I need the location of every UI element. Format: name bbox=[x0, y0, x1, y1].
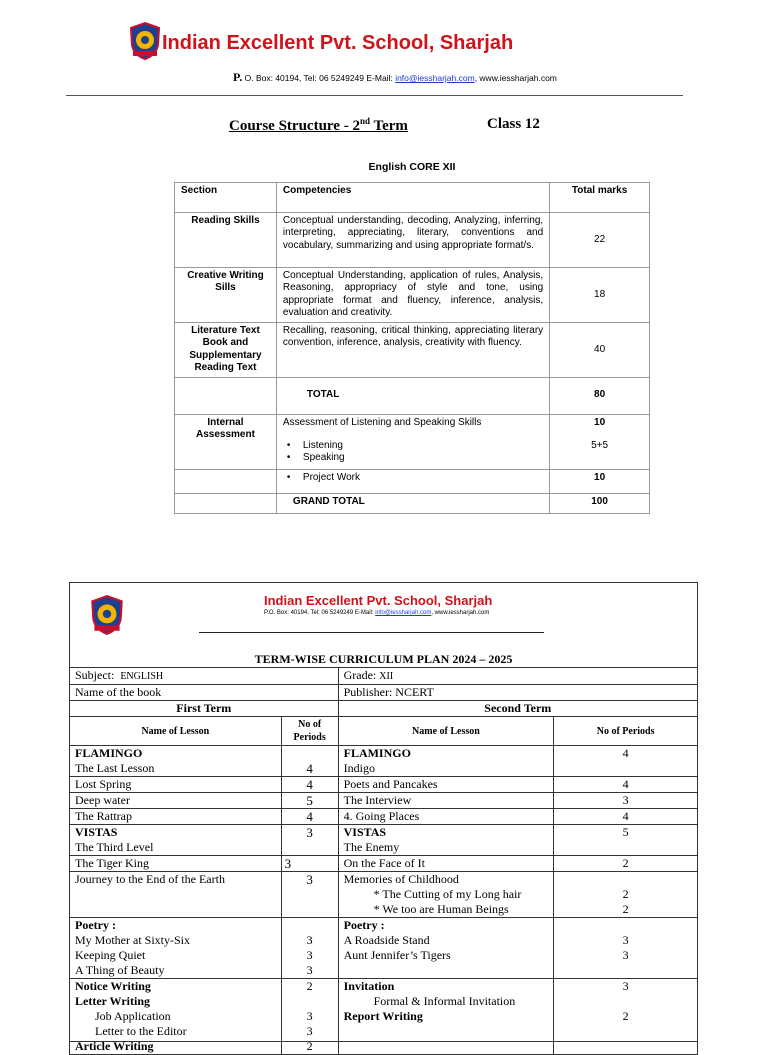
lesson-header: Name of Lesson bbox=[70, 717, 282, 746]
project-value: 10 bbox=[550, 469, 650, 493]
marks-table-title: English CORE XII bbox=[368, 161, 456, 173]
total-label: TOTAL bbox=[276, 377, 549, 414]
lesson-cell: Poets and Pancakes bbox=[338, 777, 554, 793]
lesson-cell: Poetry : A Roadside Stand Aunt Jennifer’s Tigers bbox=[338, 918, 554, 979]
email-link[interactable]: info@iessharjah.com bbox=[395, 73, 475, 83]
periods-cell: 4 bbox=[281, 777, 338, 793]
lesson-cell: Memories of Childhood * The Cutting of my Long hair * We too are Human Beings bbox=[338, 872, 554, 918]
book-label: Name of the book bbox=[70, 685, 339, 701]
plan-divider bbox=[199, 632, 544, 633]
periods-cell: 2 3 3 2 bbox=[281, 979, 338, 1055]
periods-cell: 3 bbox=[554, 793, 698, 809]
competencies-cell: Conceptual understanding, decoding, Analyzing, inferring, interpreting, appreciating, literary, conventions and vocabulary, summarizing and using appropriate format/s. bbox=[276, 213, 549, 268]
periods-cell: 4 bbox=[554, 746, 698, 777]
lesson-cell: Poetry : My Mother at Sixty-Six Keeping Quiet A Thing of Beauty bbox=[70, 918, 282, 979]
table-row bbox=[70, 979, 698, 1055]
periods-cell: 4 bbox=[554, 809, 698, 825]
table-row bbox=[70, 825, 698, 856]
plan-email-link[interactable]: info@iessharjah.com bbox=[375, 610, 432, 616]
section-cell: Creative Writing Sills bbox=[175, 268, 277, 323]
class-label: Class 12 bbox=[487, 116, 540, 132]
grand-total-value: 100 bbox=[550, 493, 650, 513]
subject-cell: Subject: ENGLISH bbox=[70, 668, 339, 685]
table-row bbox=[70, 777, 698, 793]
lesson-cell: 4. Going Places bbox=[338, 809, 554, 825]
periods-cell: 3 bbox=[281, 872, 338, 918]
plan-contact-line: P.O. Box: 40194, Tel: 06 5249249 E-Mail: info@iessharjah.com, www.iessharjah.com bbox=[264, 610, 490, 616]
course-structure-title: Course Structure - 2nd Term bbox=[229, 116, 408, 134]
project-item: • Project Work bbox=[283, 472, 543, 484]
ls-value: 5+5 bbox=[591, 440, 609, 452]
table-row bbox=[70, 809, 698, 825]
speaking-item: • Speaking bbox=[283, 452, 543, 464]
col-section: Section bbox=[175, 183, 277, 213]
internal-values bbox=[550, 414, 650, 469]
project-row bbox=[175, 469, 650, 493]
total-value: 80 bbox=[550, 377, 650, 414]
internal-desc-cell bbox=[276, 414, 549, 469]
periods-cell: 4 bbox=[281, 746, 338, 777]
table-row bbox=[175, 213, 650, 268]
internal-row bbox=[175, 414, 650, 469]
periods-cell: 5 bbox=[281, 793, 338, 809]
lesson-cell: FLAMINGO Indigo bbox=[338, 746, 554, 777]
periods-header-second: No of Periods bbox=[554, 717, 698, 746]
lesson-cell: Journey to the End of the Earth bbox=[70, 872, 282, 918]
grand-total-label: GRAND TOTAL bbox=[276, 493, 549, 513]
lesson-cell: VISTAS The Third Level bbox=[70, 825, 282, 856]
po-prefix: P. bbox=[233, 70, 243, 84]
competencies-cell: Recalling, reasoning, critical thinking, appreciating literary convention, inference, analysis, creativity with fluency. bbox=[276, 323, 549, 378]
lesson-cell: FLAMINGO The Last Lesson bbox=[70, 746, 282, 777]
lesson-cell: VISTAS The Enemy bbox=[338, 825, 554, 856]
marks-cell: 18 bbox=[550, 268, 650, 323]
plan-school-name: Indian Excellent Pvt. School, Sharjah bbox=[264, 593, 493, 608]
website-text: , www.iessharjah.com bbox=[474, 73, 557, 83]
total-row bbox=[175, 377, 650, 414]
marks-table bbox=[174, 182, 650, 514]
lesson-cell: On the Face of It bbox=[338, 856, 554, 872]
competencies-cell: Conceptual Understanding, application of rules, Analysis, Reasoning, appropriacy of style and tone, using appropriate format and fluency, inference, analysis, evaluation and creativity. bbox=[276, 268, 549, 323]
table-header-row bbox=[175, 183, 650, 213]
periods-cell: 3 2 bbox=[554, 979, 698, 1055]
periods-cell: 2 bbox=[554, 856, 698, 872]
subject-row bbox=[70, 668, 698, 685]
periods-cell: 4 bbox=[554, 777, 698, 793]
marks-cell: 40 bbox=[550, 323, 650, 378]
plan-title-row bbox=[70, 652, 698, 668]
periods-header: No of Periods bbox=[281, 717, 338, 746]
internal-value: 10 bbox=[594, 416, 606, 428]
contact-line bbox=[233, 70, 557, 85]
table-row bbox=[70, 793, 698, 809]
lesson-cell: Invitation Formal & Informal Invitation Report Writing bbox=[338, 979, 554, 1055]
contact-text: O. Box: 40194, Tel: 06 5249249 E-Mail: bbox=[244, 73, 396, 83]
periods-cell: 5 bbox=[554, 825, 698, 856]
periods-cell: 3 3 bbox=[554, 918, 698, 979]
col-competencies: Competencies bbox=[276, 183, 549, 213]
book-row bbox=[70, 685, 698, 701]
internal-desc: Assessment of Listening and Speaking Skills bbox=[282, 416, 482, 428]
school-name: Indian Excellent Pvt. School, Sharjah bbox=[162, 32, 514, 54]
publisher-cell: Publisher: NCERT bbox=[338, 685, 697, 701]
table-row bbox=[70, 856, 698, 872]
lesson-cell: The Rattrap bbox=[70, 809, 282, 825]
table-row bbox=[70, 872, 698, 918]
grade-cell: Grade: XII bbox=[338, 668, 697, 685]
plan-title: TERM-WISE CURRICULUM PLAN 2024 – 2025 bbox=[70, 652, 698, 668]
first-term-header: First Term bbox=[70, 701, 339, 717]
internal-list bbox=[283, 440, 543, 465]
listening-item: • Listening bbox=[283, 440, 543, 452]
periods-cell: 3 bbox=[281, 856, 338, 872]
col-total-marks: Total marks bbox=[550, 183, 650, 213]
school-logo bbox=[128, 21, 162, 61]
lesson-cell: The Tiger King bbox=[70, 856, 282, 872]
table-row bbox=[70, 918, 698, 979]
header-divider bbox=[66, 95, 683, 96]
periods-cell: 3 3 3 bbox=[281, 918, 338, 979]
term-row bbox=[70, 701, 698, 717]
school-logo-small bbox=[89, 594, 125, 636]
table-row bbox=[175, 323, 650, 378]
internal-section: Internal Assessment bbox=[175, 414, 277, 469]
lesson-cell: Lost Spring bbox=[70, 777, 282, 793]
periods-cell: 4 bbox=[281, 809, 338, 825]
lesson-cell: The Interview bbox=[338, 793, 554, 809]
lesson-cell: Deep water bbox=[70, 793, 282, 809]
periods-cell: 2 2 bbox=[554, 872, 698, 918]
column-header-row bbox=[70, 717, 698, 746]
second-term-header: Second Term bbox=[338, 701, 697, 717]
curriculum-table bbox=[69, 652, 698, 1055]
section-cell: Literature Text Book and Supplementary Reading Text bbox=[175, 323, 277, 378]
table-row bbox=[70, 746, 698, 777]
periods-cell: 3 bbox=[281, 825, 338, 856]
table-row bbox=[175, 268, 650, 323]
grand-total-row bbox=[175, 493, 650, 513]
marks-cell: 22 bbox=[550, 213, 650, 268]
lesson-header-second: Name of Lesson bbox=[338, 717, 554, 746]
section-cell: Reading Skills bbox=[175, 213, 277, 268]
lesson-cell: Notice Writing Letter Writing Job Application Letter to the Editor Article Writing bbox=[70, 979, 282, 1055]
